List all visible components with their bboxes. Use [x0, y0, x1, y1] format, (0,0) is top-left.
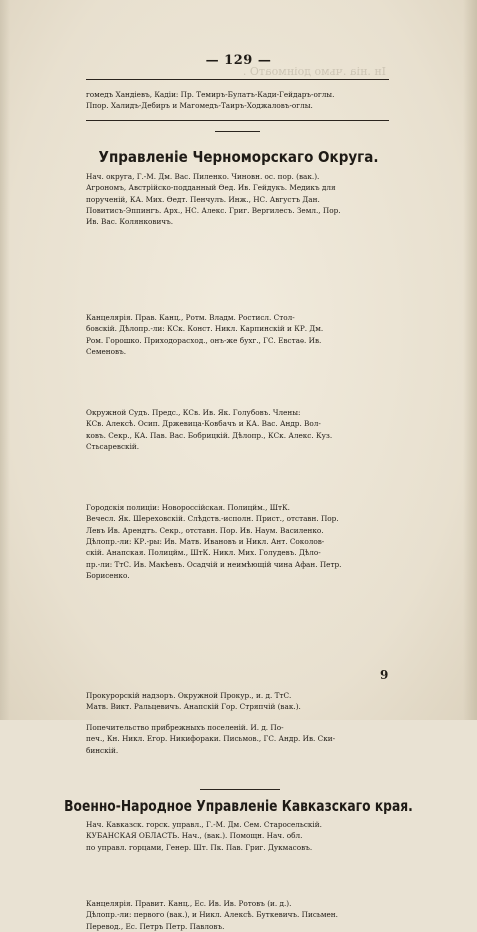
- paragraph-caucasus-chancery: Канцелярія. Правит. Канц., Ес. Ив. Ив. Ротовъ (и. д.). Дѣлопр.-ли: первого (вак.), и Никл. Алексѣ. Буткевичъ. Письмен. Перевод., Ес. Петръ Петр. Павловъ.: [86, 899, 338, 931]
- bleed-through-text: Ін .ніа .чьмо доінмоатО .: [242, 65, 386, 78]
- signature-folio: 9: [380, 668, 389, 682]
- paragraph-city-police: Городскія полиціи: Новороссійская. Полицйм., ШтК. Вечесл. Як. Шереховскій. Слѣдств.-исполн. Прист., отставн. Пор. Левъ Ив. Арендтъ. Секр., отставн. Пор. Ив. Наум. Василенко. Дѣлопр.-ли: КР.-ры: Ив. Матв. Ивановъ и Никл. Ант. Соколов- скій. Анапская. Полицйм., ШтК. Никл. Мих. Голудевъ. Дѣло- пр.-ли: ТтС. Ив. Макѣевъ. Осадчій и неимѣющій чина Афан. Петр. Борисенко.: [86, 503, 342, 581]
- page-left-edge: [0, 0, 10, 720]
- section-divider: [86, 120, 389, 121]
- paragraph-chancery: Канцелярія. Прав. Канц., Ротм. Владм. Ростисл. Стол- бовскій. Дѣлопр.-ли: КСк. Конст. Никл. Карпинскій и КР. Дм. Ром. Горошко. Приходорасход., онъ-же бухг., ГС. Евстаѳ. Ив. Семеновъ.: [86, 313, 324, 357]
- section2-divider: [200, 789, 280, 790]
- intro-paragraph: гомедъ Хандіевъ, Кадіи: Пр. Темиръ-Булатъ-Кади-Гейдаръ-оглы. Ппор. Халидъ-Дебиръ и Магомедъ-Таиръ-Ходжаловъ-оглы.: [86, 90, 335, 111]
- paragraph-settlements: Попечительство прибрежныхъ поселеній. И. д. По- печ., Кн. Никл. Егор. Никифораки. Письмов., ГС. Андр. Ив. Ски- бинскій.: [86, 723, 336, 755]
- paragraph-caucasus-admin: Нач. Кавказск. горск. управл., Г.-М. Дм. Сем. Старосельскій. КУБАНСКАЯ ОБЛАСТЬ. Нач., (вак.). Помощн. Нач. обл. по управл. горцами, Генер. Шт. Пк. Пав. Григ. Дукмасовъ.: [86, 820, 322, 852]
- section-heading-caucasus: Военно-Народное Управленіе Кавказскаго края.: [64, 797, 413, 815]
- paragraph-prosecutor: Прокурорскій надзоръ. Окружной Прокур., и. д. ТтС. Матв. Викт. Ральцевичъ. Анапскій Гор. Стряпчій (вак.).: [86, 691, 301, 712]
- short-divider: [215, 131, 260, 132]
- page-number: — 129 —: [205, 53, 272, 68]
- page-right-edge: [463, 0, 477, 720]
- paragraph-1: Нач. округа, Г.-М. Дм. Вас. Пиленко. Чиновн. ос. пор. (вак.). Агрономъ, Австрійско-подданный Ѳед. Ив. Гейдукъ. Медикъ для порученій, КА. Мих. Ѳедт. Пенчулъ. Инж., НС. Августъ Дан. Повитисъ-Эппингъ. Арх., НС. Алекс. Григ. Вергилесъ. Земл., Пор. Ив. Вас. Колянковичъ.: [86, 172, 341, 227]
- top-rule: [86, 79, 389, 80]
- paragraph-district-court: Окружной Судъ. Предс., КСв. Ив. Як. Голубовъ. Члены: КСв. Алексѣ. Осип. Држевица-Ковбачъ и КА. Вас. Андр. Вол- ковъ. Секр., КА. Пав. Вас. Бобрицкій. Дѣлопр., КСк. Алекс. Куз. Стьсаревскій.: [86, 408, 333, 452]
- section-heading-chernomorsky: Управленіе Черноморскаго Округа.: [98, 148, 379, 166]
